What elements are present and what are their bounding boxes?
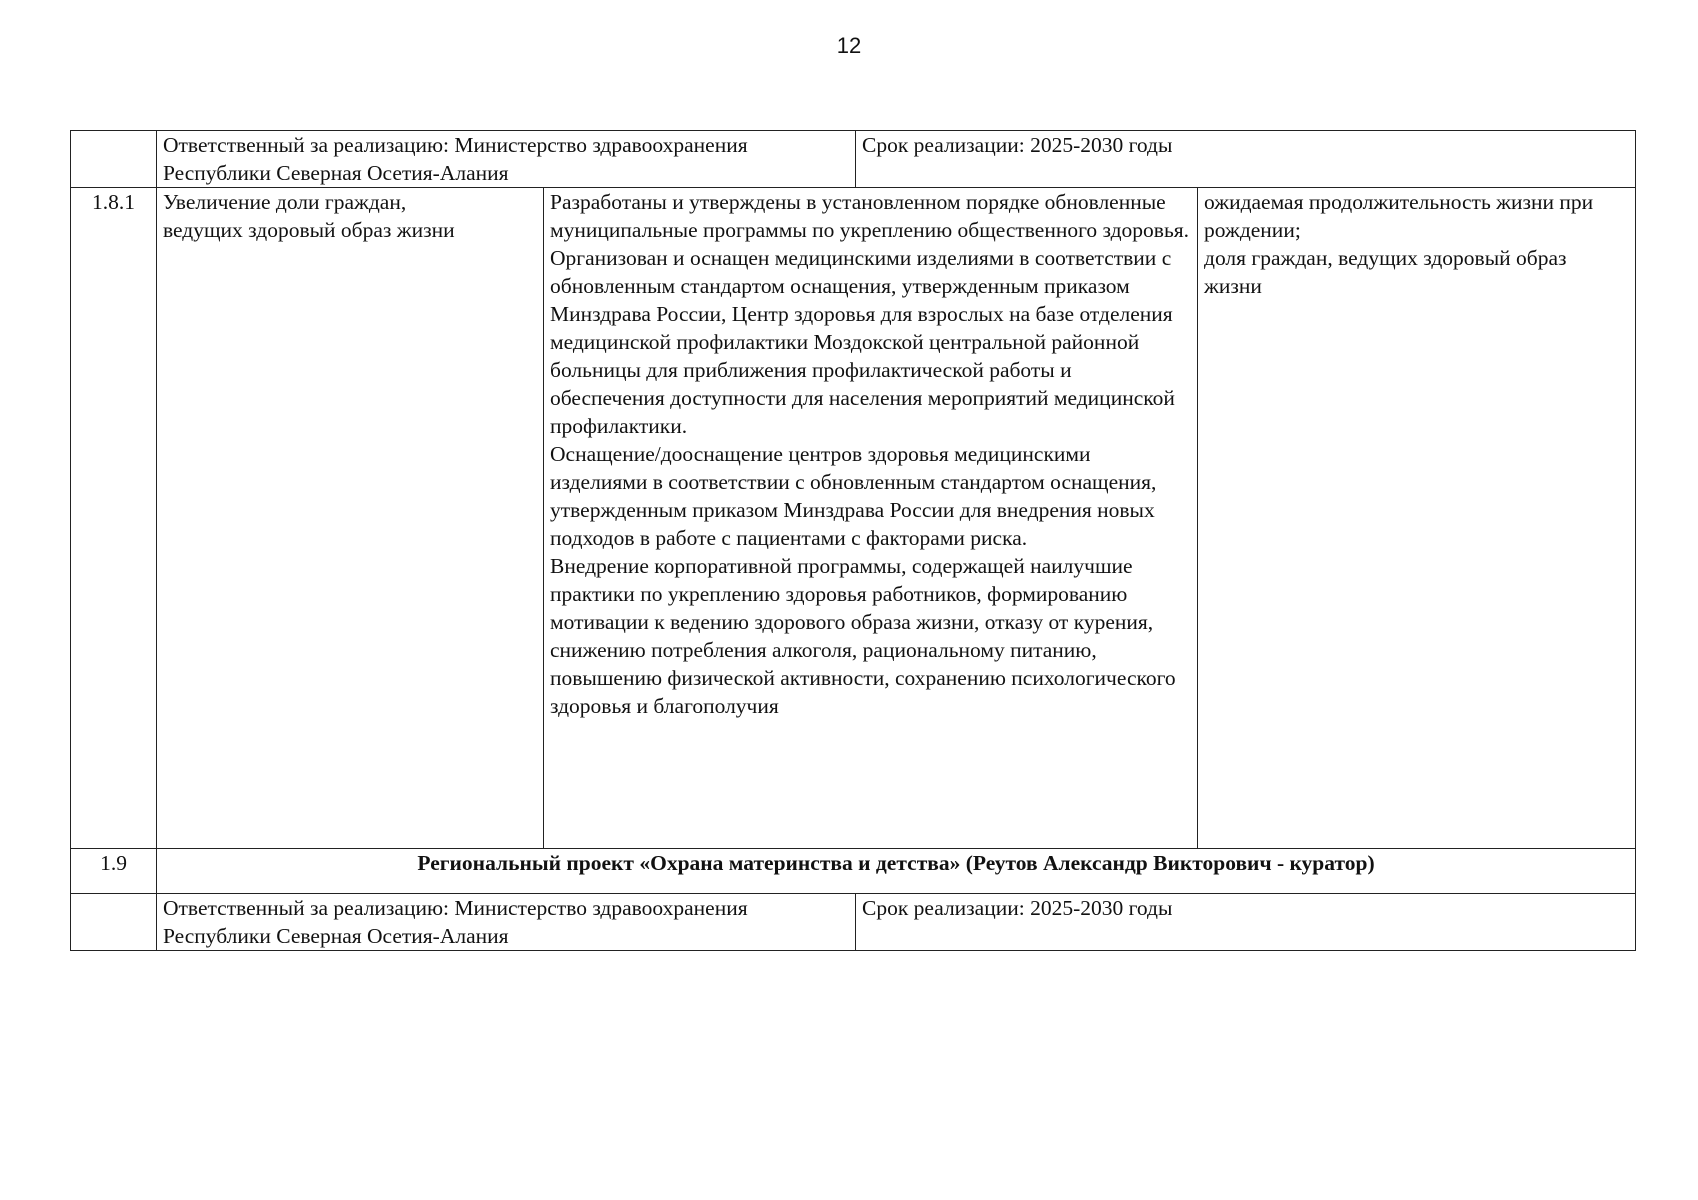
project-row xyxy=(71,849,1636,894)
task-line: ведущих здоровый образ жизни xyxy=(163,218,455,242)
responsible-cell xyxy=(157,131,856,188)
page-number: 12 xyxy=(836,33,862,58)
term-cell xyxy=(856,131,1636,188)
result-cell xyxy=(544,188,1198,849)
responsible-line: Ответственный за реализацию: Министерство здравоохранения xyxy=(163,133,748,157)
term-text: Срок реализации: 2025-2030 годы xyxy=(862,133,1173,157)
responsible-line: Республики Северная Осетия-Алания xyxy=(163,924,509,948)
result-paragraph: Организован и оснащен медицинскими изделиями в соответствии с обновленным стандартом оснащения, утвержденным приказом Минздрава России, Центр здоровья для взрослых на базе отделения медицинской профилактики Моздокской центральной районной больницы для приближения профилактической работы и обеспечения доступности для населения мероприятий медицинской профилактики. xyxy=(550,246,1175,438)
responsible-line: Республики Северная Осетия-Алания xyxy=(163,161,509,185)
project-title: Региональный проект «Охрана материнства и детства» (Реутов Александр Викторович - куратор) xyxy=(157,849,1636,894)
responsible-cell xyxy=(157,894,856,951)
responsible-line: Ответственный за реализацию: Министерство здравоохранения xyxy=(163,896,748,920)
task-line: Увеличение доли граждан, xyxy=(163,190,407,214)
number-cell-empty xyxy=(71,131,157,188)
measure-row xyxy=(71,188,1636,849)
indicator-line: доля граждан, ведущих здоровый образ жизни xyxy=(1204,246,1567,298)
term-cell xyxy=(856,894,1636,951)
result-paragraph: Оснащение/дооснащение центров здоровья медицинскими изделиями в соответствии с обновленным стандартом оснащения, утвержденным приказом Минздрава России для внедрения новых подходов в работе с пациентами с факторами риска. xyxy=(550,442,1157,550)
number-cell-empty xyxy=(71,894,157,951)
task-cell xyxy=(157,188,544,849)
indicator-line: ожидаемая продолжительность жизни при рождении; xyxy=(1204,190,1594,242)
indicators-cell xyxy=(1198,188,1636,849)
responsible-row xyxy=(71,894,1636,951)
responsible-row xyxy=(71,131,1636,188)
result-paragraph: Внедрение корпоративной программы, содержащей наилучшие практики по укреплению здоровья работников, формированию мотивации к ведению здорового образа жизни, отказу от курения, снижению потребления алкоголя, рациональному питанию, повышению физической активности, сохранению психологического здоровья и благополучия xyxy=(550,554,1176,718)
term-text: Срок реализации: 2025-2030 годы xyxy=(862,896,1173,920)
result-paragraph: Разработаны и утверждены в установленном порядке обновленные муниципальные программы по укреплению общественного здоровья. xyxy=(550,190,1190,242)
measures-table xyxy=(70,130,1636,951)
measure-number: 1.8.1 xyxy=(71,188,157,849)
project-number: 1.9 xyxy=(71,849,157,894)
